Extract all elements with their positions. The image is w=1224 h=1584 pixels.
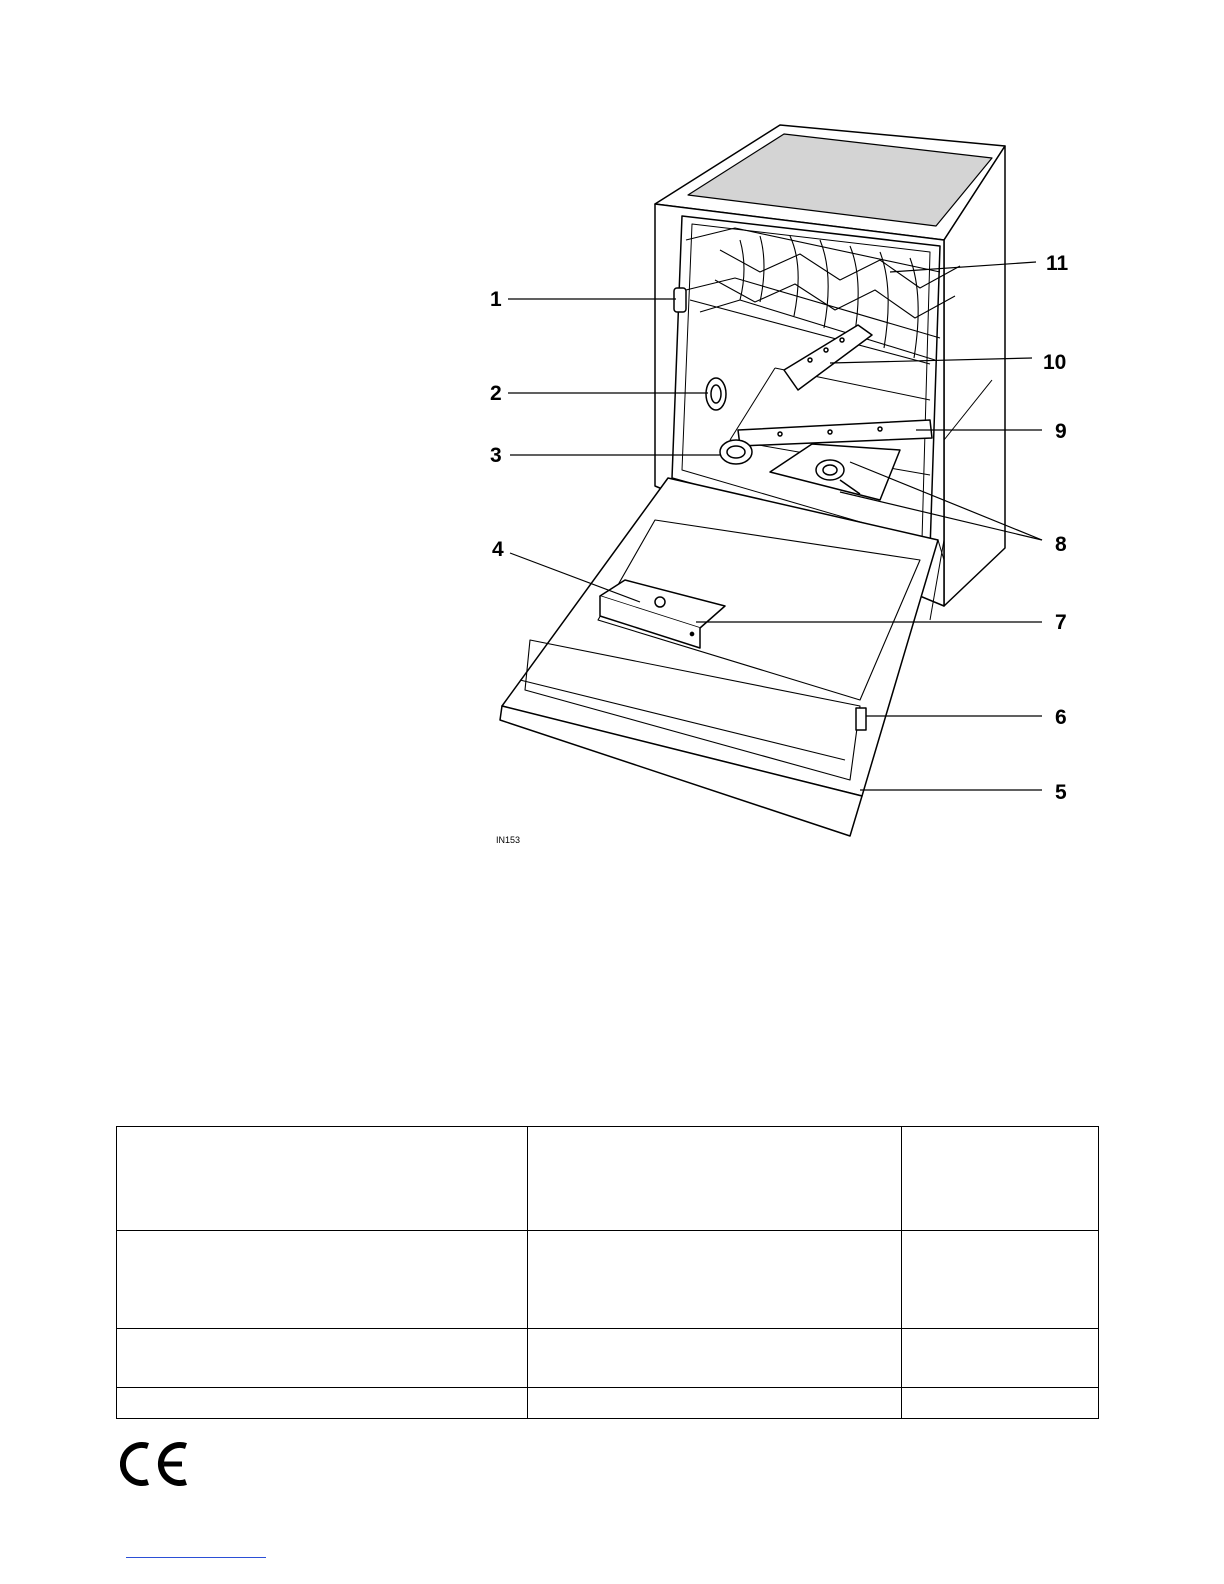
callout-10: 10 — [1043, 351, 1067, 374]
figure-code: IN153 — [496, 835, 521, 845]
table-cell — [902, 1388, 1099, 1419]
table-cell — [902, 1231, 1099, 1329]
callout-1: 1 — [490, 288, 502, 311]
callout-2: 2 — [490, 382, 502, 405]
specification-table — [116, 1126, 1099, 1419]
table-cell — [117, 1127, 528, 1231]
callout-4: 4 — [492, 538, 504, 561]
callout-5: 5 — [1055, 781, 1067, 804]
table-cell — [528, 1329, 902, 1388]
table-row — [117, 1127, 1099, 1231]
table-row — [117, 1388, 1099, 1419]
table-cell — [117, 1231, 528, 1329]
callout-8: 8 — [1055, 533, 1067, 556]
table-cell — [902, 1329, 1099, 1388]
callout-7: 7 — [1055, 611, 1067, 634]
open-door — [500, 478, 944, 836]
callout-3: 3 — [490, 444, 502, 467]
callout-11: 11 — [1046, 252, 1069, 275]
table-cell — [117, 1329, 528, 1388]
salt-container — [720, 440, 752, 464]
table-cell — [528, 1231, 902, 1329]
table-cell — [528, 1127, 902, 1231]
table-cell — [528, 1388, 902, 1419]
table-row — [117, 1231, 1099, 1329]
door-latch — [856, 708, 866, 730]
table-cell — [117, 1388, 528, 1419]
ce-mark-icon — [120, 1440, 190, 1488]
callout-9: 9 — [1055, 420, 1067, 443]
rack-rail-stop — [674, 288, 686, 312]
table-cell — [902, 1127, 1099, 1231]
callout-6: 6 — [1055, 706, 1067, 729]
table-row — [117, 1329, 1099, 1388]
rinse-aid-dial — [706, 378, 726, 410]
footer-rule — [126, 1557, 266, 1558]
